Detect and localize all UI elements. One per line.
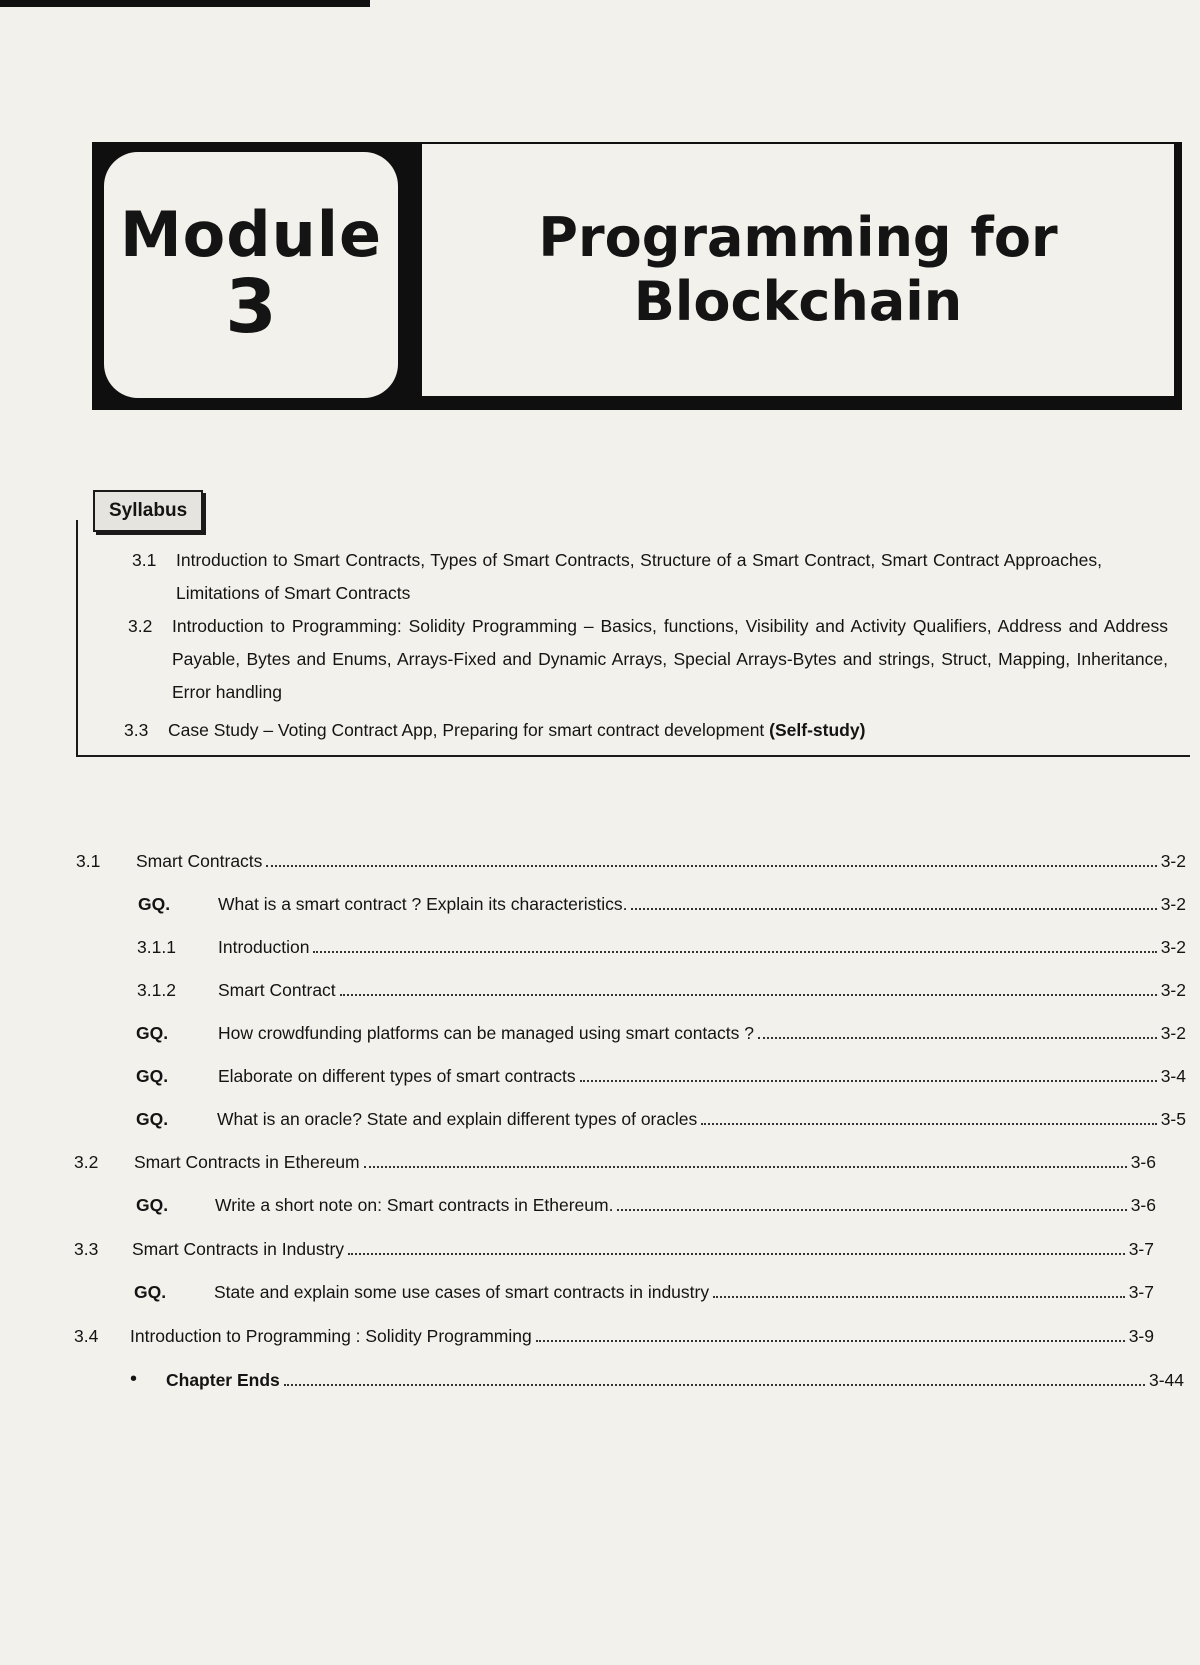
syllabus-item-text: Introduction to Smart Contracts, Types of Smart Contracts, Structure of a Smart Contract, Smart Contract Approaches, Limitations of Smart Contracts [176,550,1102,603]
syllabus-item-text: Case Study – Voting Contract App, Preparing for smart contract development [168,720,770,740]
module-banner [92,142,1182,410]
syllabus-item-text-wrap [168,714,865,747]
toc-row[interactable] [74,1236,1154,1260]
toc-number: 3.1 [76,851,101,871]
toc-page: 3-44 [1148,1370,1184,1390]
toc-page: 3-4 [1160,1066,1186,1086]
toc-page: 3-5 [1160,1109,1186,1129]
toc-title: What is an oracle? State and explain different types of oracles [217,1109,698,1129]
toc-leader [340,994,1157,996]
toc-row[interactable] [130,1367,1184,1391]
toc-number: 3.1.2 [137,980,176,1000]
toc-row[interactable] [138,891,1186,915]
toc-number: GQ. [136,1109,169,1129]
toc-leader [266,865,1156,867]
toc-page: 3-2 [1160,937,1186,957]
toc-title: Write a short note on: Smart contracts in Ethereum. [215,1195,614,1215]
toc-title: Introduction to Programming : Solidity Programming [130,1326,532,1346]
page-top-edge [0,0,370,7]
toc-leader [713,1296,1125,1298]
toc-row[interactable] [136,1063,1186,1087]
toc-leader [284,1384,1145,1386]
toc-title: Chapter Ends [166,1370,280,1390]
toc-page: 3-9 [1128,1326,1154,1346]
toc-page: 3-2 [1160,894,1186,914]
module-title-line2: Blockchain [633,270,963,333]
toc-title: Smart Contract [218,980,336,1000]
toc-row[interactable] [137,934,1186,958]
toc-leader [313,951,1156,953]
toc-row[interactable] [134,1279,1154,1303]
toc-leader [617,1209,1126,1211]
toc-page: 3-2 [1160,980,1186,1000]
module-number: 3 [225,263,277,350]
module-title [422,144,1174,396]
toc-leader [536,1340,1125,1342]
toc-leader [631,908,1156,910]
toc-leader [758,1037,1157,1039]
toc-title: Smart Contracts [136,851,263,871]
toc-page: 3-6 [1130,1195,1156,1215]
toc-number: 3.3 [74,1239,99,1259]
toc-row[interactable] [136,1106,1186,1130]
toc-title: State and explain some use cases of smart contracts in industry [214,1282,710,1302]
toc-number: 3.2 [74,1152,99,1172]
toc-number: GQ. [136,1023,169,1043]
bullet-icon: • [130,1368,138,1390]
toc-page: 3-2 [1160,851,1186,871]
syllabus-label: Syllabus [93,490,203,532]
toc-number: GQ. [136,1195,169,1215]
toc-title: Elaborate on different types of smart contracts [218,1066,576,1086]
syllabus-item-number: 3.3 [124,720,149,740]
toc-number: GQ. [134,1282,167,1302]
toc-page: 3-7 [1128,1282,1154,1302]
syllabus-item-number: 3.1 [132,550,157,570]
toc-row[interactable] [136,1192,1156,1216]
module-title-line1: Programming for [538,206,1058,270]
syllabus-item [132,544,1102,610]
toc-title: Smart Contracts in Ethereum [134,1152,360,1172]
toc-page: 3-6 [1130,1152,1156,1172]
toc-number: 3.4 [74,1326,99,1346]
toc-leader [580,1080,1157,1082]
syllabus-item [128,610,1168,709]
self-study-tag: (Self-study) [769,720,866,740]
toc-row[interactable] [74,1149,1156,1173]
syllabus-item [124,714,1164,747]
toc-row[interactable] [136,1020,1186,1044]
toc-title: How crowdfunding platforms can be managed using smart contacts ? [218,1023,754,1043]
module-word: Module [119,197,383,271]
toc-title: Introduction [218,937,310,957]
syllabus-item-text: Introduction to Programming: Solidity Programming – Basics, functions, Visibility and Activity Qualifiers, Address and Address Payable, Bytes and Enums, Arrays-Fixed and Dynamic Arrays, Special Arrays-Bytes and strings, Struct, Mapping, Inheritance, Error handling [172,616,1168,702]
toc-leader [348,1253,1125,1255]
toc-title: What is a smart contract ? Explain its characteristics. [218,894,628,914]
syllabus-item-number: 3.2 [128,616,153,636]
toc-page: 3-2 [1160,1023,1186,1043]
toc-number: GQ. [136,1066,169,1086]
toc-leader [364,1166,1127,1168]
toc-row[interactable] [137,977,1186,1001]
toc-title: Smart Contracts in Industry [132,1239,345,1259]
toc-leader [701,1123,1156,1125]
toc-number: GQ. [138,894,171,914]
toc-row[interactable] [76,848,1186,872]
toc-number: 3.1.1 [137,937,176,957]
module-badge [104,152,398,398]
toc-page: 3-7 [1128,1239,1154,1259]
toc-row[interactable] [74,1323,1154,1347]
